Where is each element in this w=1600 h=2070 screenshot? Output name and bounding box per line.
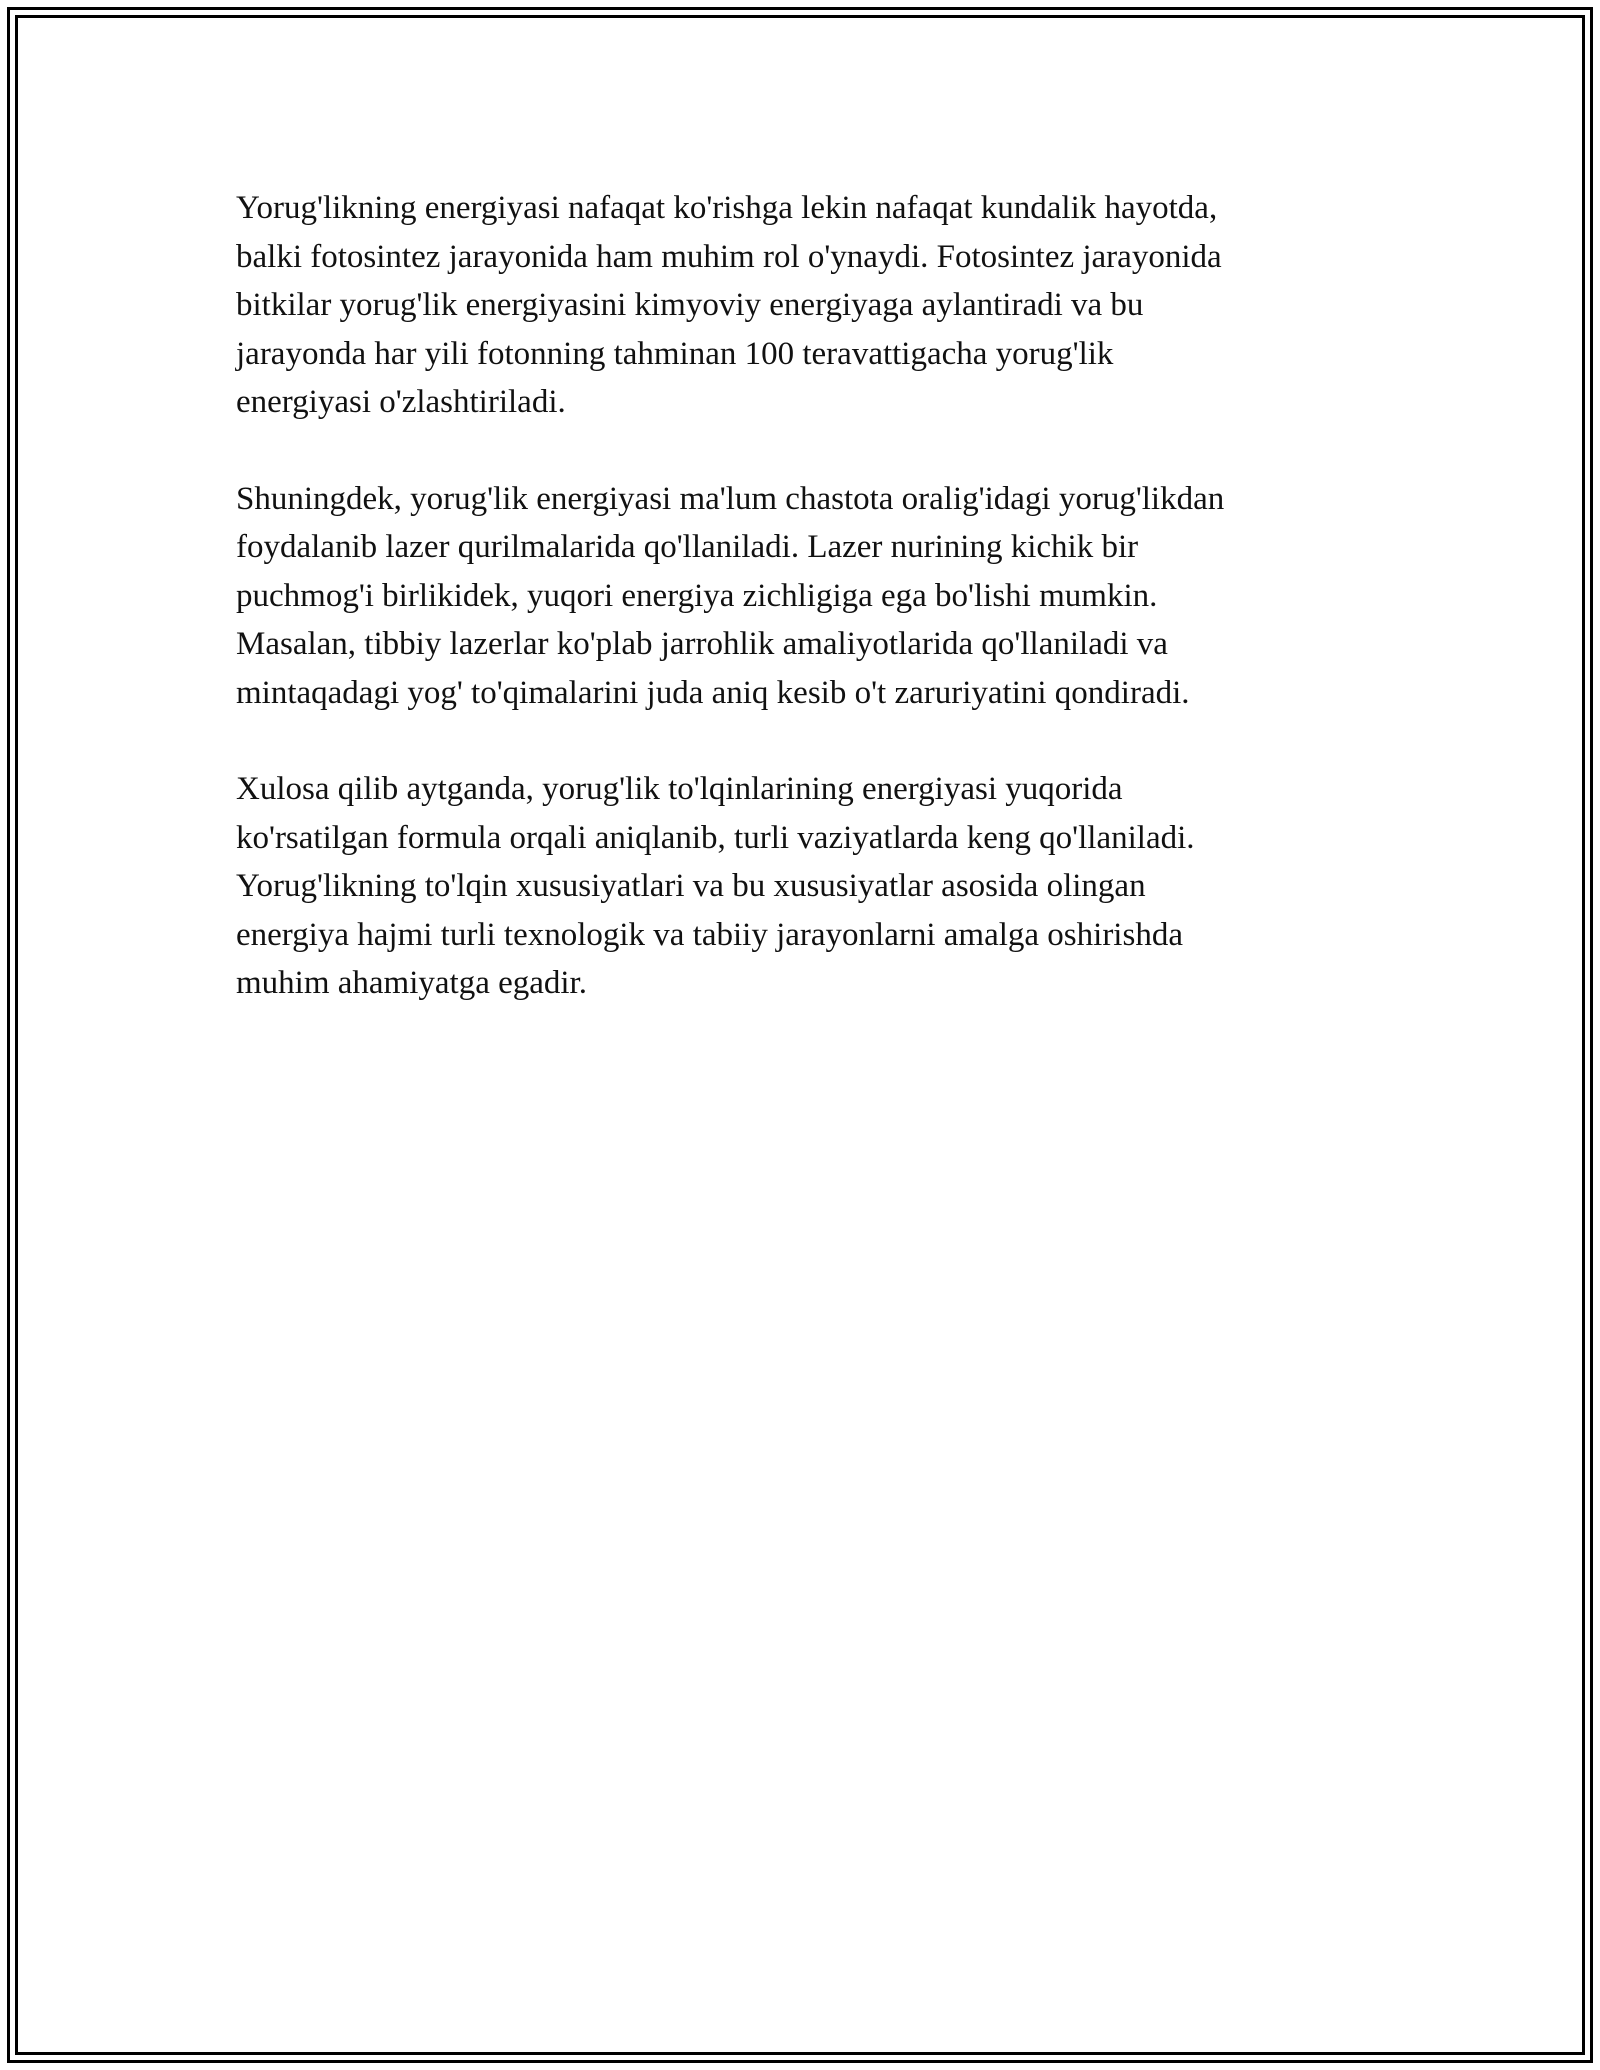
paragraph-line: energiya hajmi turli texnologik va tabiiy jarayonlarni amalga oshirishda (236, 916, 1183, 953)
paragraph-line: Xulosa qilib aytganda, yorug'lik to'lqinlarining energiyasi yuqorida (236, 771, 1123, 807)
paragraph-line: balki fotosintez jarayonida ham muhim rol o'ynaydi. Fotosintez jarayonida (236, 238, 1222, 275)
paragraph-3 (236, 765, 1366, 1008)
document-body (236, 184, 1366, 1056)
paragraph-line: Shuningdek, yorug'lik energiyasi ma'lum chastota oralig'idagi yorug'likdan (236, 480, 1225, 517)
paragraph-line: Masalan, tibbiy lazerlar ko'plab jarrohlik amaliyotlarida qo'llaniladi va (236, 626, 1168, 662)
paragraph-line: ko'rsatilgan formula orqali aniqlanib, turli vaziyatlarda keng qo'llaniladi. (236, 819, 1195, 856)
paragraph-line: puchmog'i birlikidek, yuqori energiya zichligiga ega bo'lishi mumkin. (236, 577, 1158, 614)
paragraph-line: foydalanib lazer qurilmalarida qo'llaniladi. Lazer nurining kichik bir (236, 529, 1139, 565)
paragraph-2 (236, 475, 1366, 718)
paragraph-line: Yorug'likning to'lqin xususiyatlari va bu xususiyatlar asosida olingan (236, 868, 1146, 904)
paragraph-1 (236, 184, 1366, 427)
paragraph-line: energiyasi o'zlashtiriladi. (236, 384, 566, 420)
paragraph-line: jarayonda har yili fotonning tahminan 100 teravattigacha yorug'lik (236, 335, 1114, 372)
paragraph-line: muhim ahamiyatga egadir. (236, 965, 587, 1001)
paragraph-line: mintaqadagi yog' to'qimalarini juda aniq kesib o't zaruriyatini qondiradi. (236, 674, 1190, 711)
paragraph-line: Yorug'likning energiyasi nafaqat ko'rishga lekin nafaqat kundalik hayotda, (236, 190, 1218, 226)
paragraph-line: bitkilar yorug'lik energiyasini kimyoviy energiyaga aylantiradi va bu (236, 287, 1144, 323)
